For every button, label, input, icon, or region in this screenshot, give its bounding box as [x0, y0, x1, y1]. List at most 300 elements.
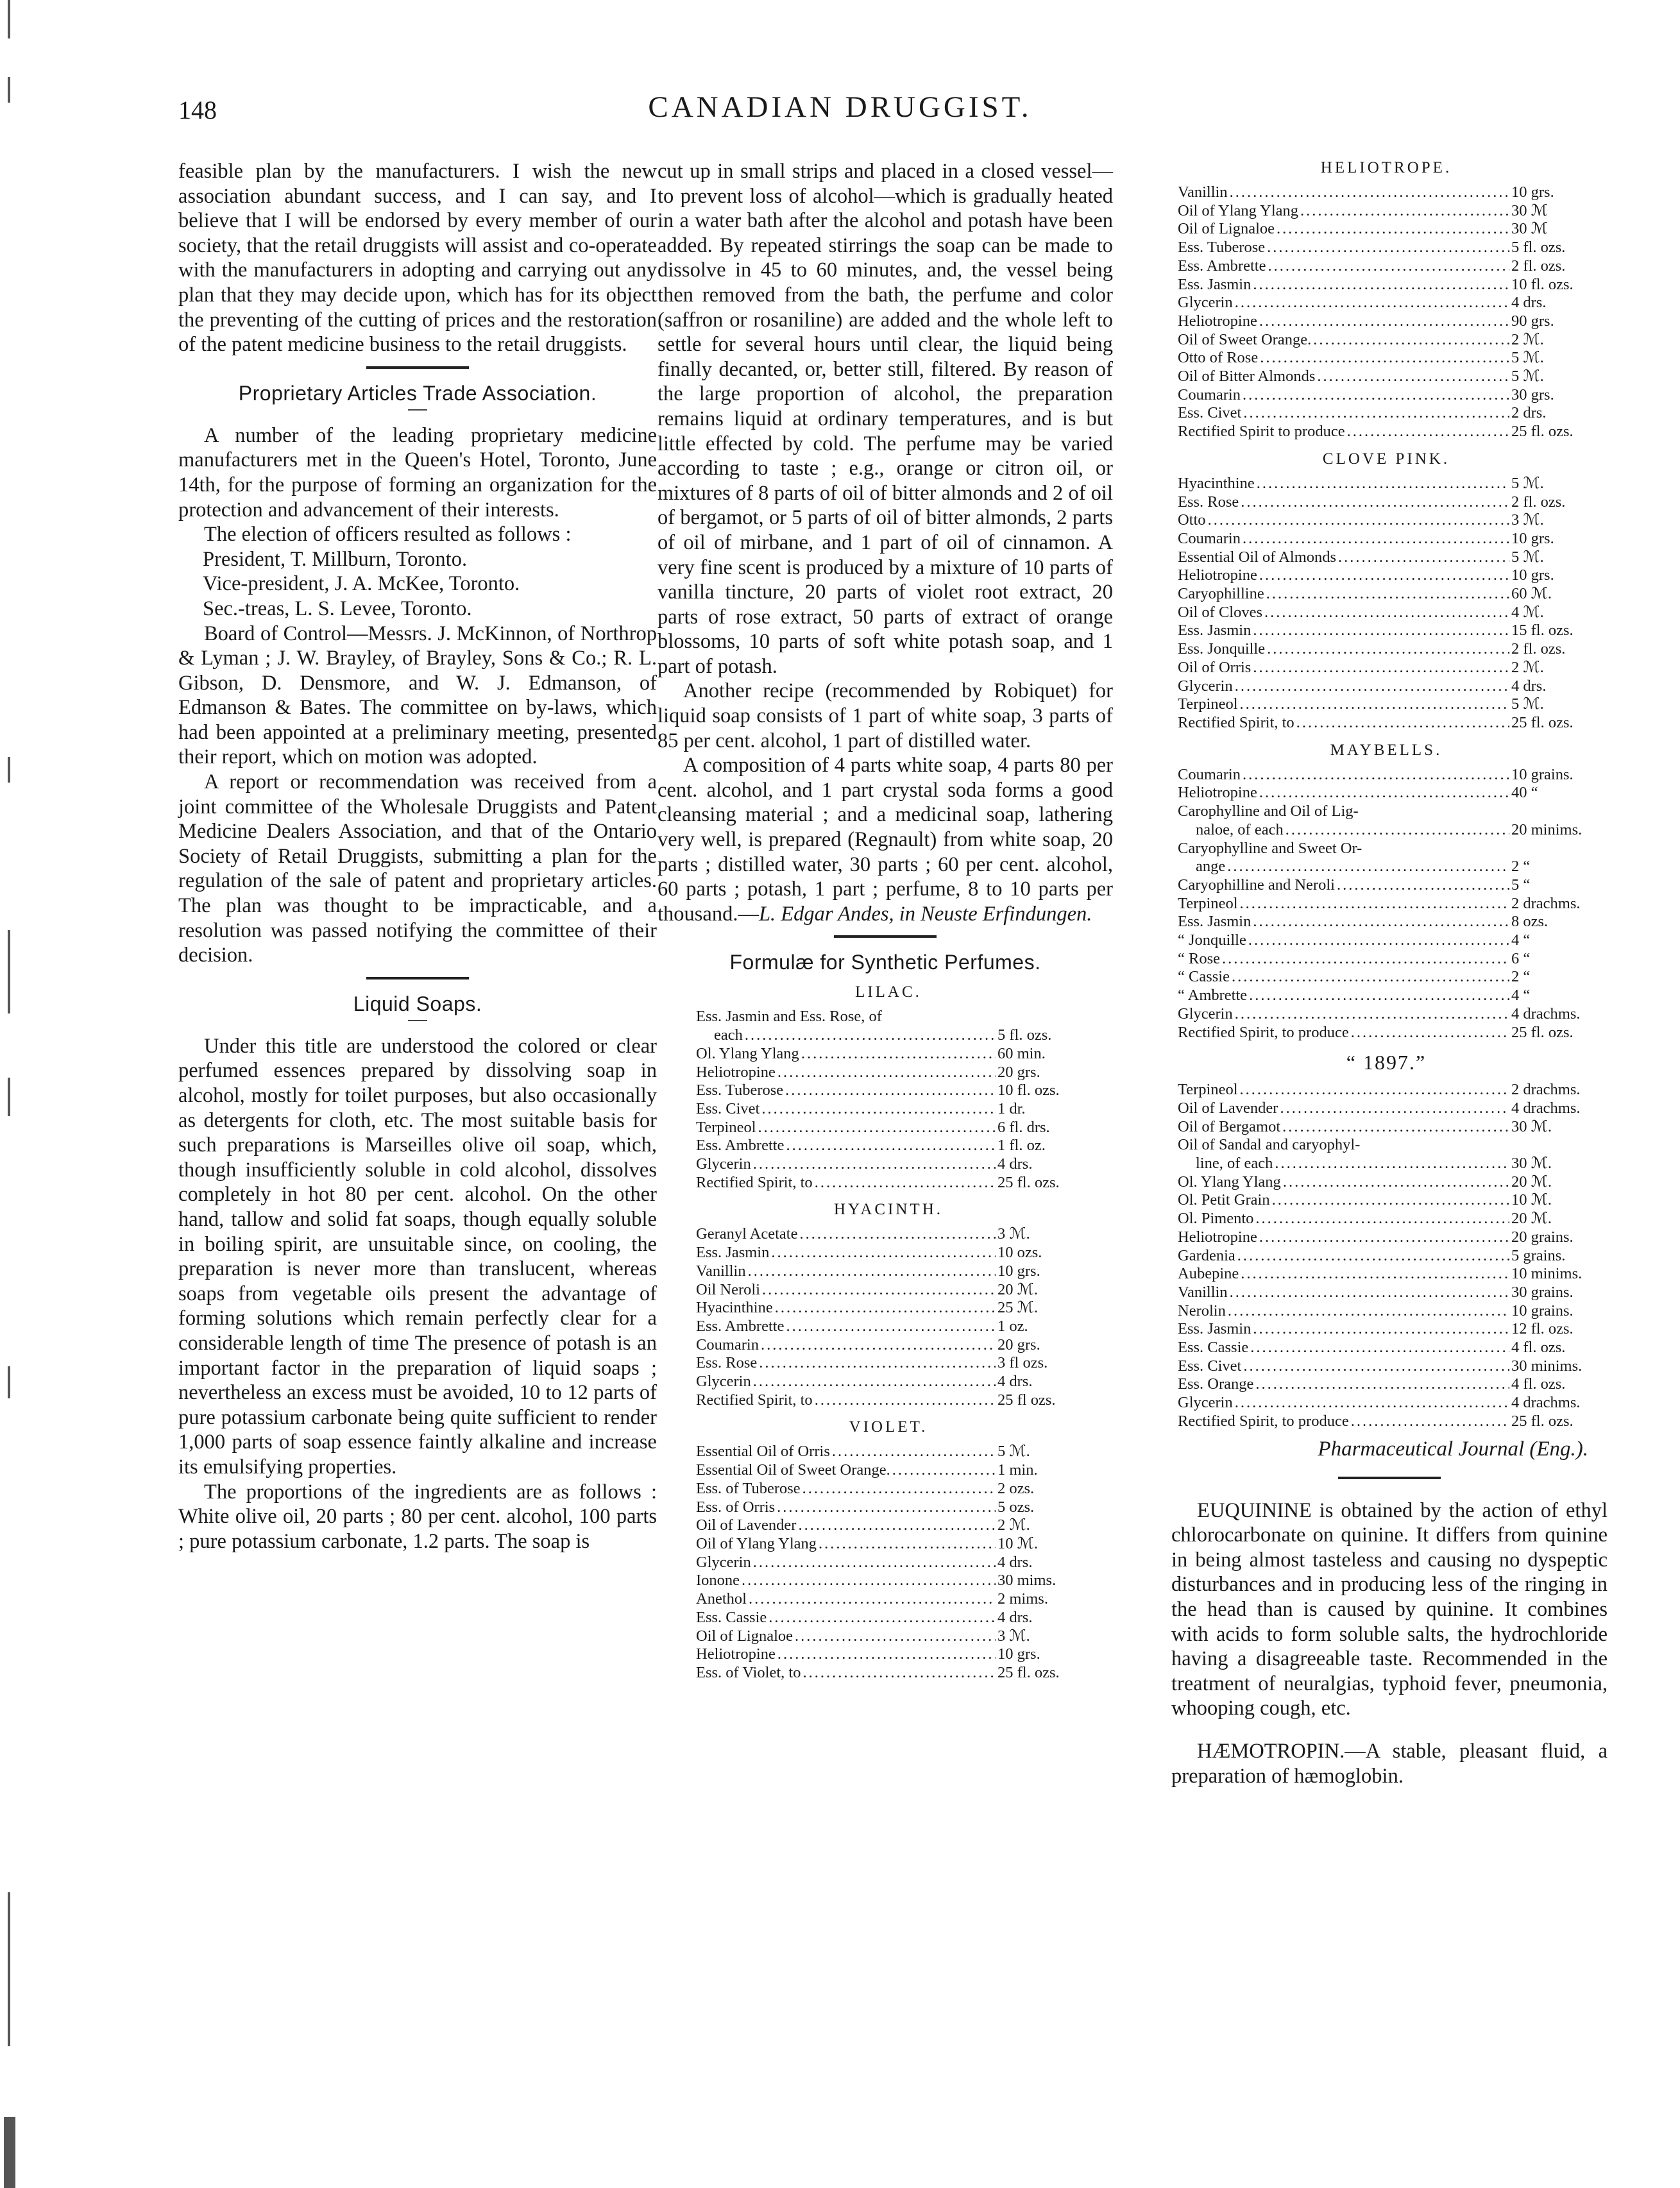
recipe-row — [696, 1281, 1081, 1300]
ingredient-name: Ess. Ambrette — [1178, 257, 1266, 275]
recipe-row — [696, 1391, 1081, 1410]
ingredient-name: Ess. Ambrette — [696, 1137, 785, 1155]
ingredient-quantity: 10 grs. — [1511, 529, 1554, 547]
recipe-row — [1178, 1284, 1595, 1302]
ingredient-quantity: 4 drachms. — [1511, 1005, 1581, 1022]
column-1 — [178, 159, 657, 1554]
ingredient-name: Ess. Civet — [696, 1099, 760, 1117]
ingredient-name: Otto — [1178, 511, 1206, 529]
recipe-row — [1178, 548, 1595, 567]
ingredient-quantity: 10 grs. — [1511, 183, 1554, 201]
ingredient-quantity: 10 ℳ. — [997, 1534, 1038, 1552]
ingredient-quantity: 1 oz. — [997, 1317, 1028, 1335]
ingredient-name: Caryophilline and Neroli — [1178, 876, 1335, 894]
leader-dots — [748, 1262, 996, 1281]
ingredient-quantity: 30 minims. — [1511, 1357, 1582, 1375]
leader-dots — [1241, 1265, 1509, 1284]
ingredient-quantity: 30 ℳ — [1511, 201, 1548, 219]
ingredient-quantity: 10 grs. — [997, 1645, 1040, 1663]
recipe-row — [1178, 202, 1595, 221]
recipe-row — [1178, 1265, 1595, 1284]
ingredient-quantity: 5 fl. ozs. — [1511, 239, 1566, 257]
ingredient-name: Coumarin — [1178, 529, 1241, 547]
recipe-row — [1178, 640, 1595, 659]
leader-dots — [1240, 695, 1509, 714]
ingredient-name: Oil of Cloves — [1178, 603, 1263, 621]
ingredient-quantity: 5 ℳ. — [1511, 349, 1544, 367]
ingredient-name: Ess. of Orris — [696, 1498, 776, 1516]
recipe-row — [1178, 183, 1595, 202]
section-rule — [366, 366, 469, 369]
recipe-row — [696, 1535, 1081, 1554]
euquinine-term: EUQUININE — [1197, 1498, 1312, 1522]
ingredient-name: Ess. Cassie — [1178, 1339, 1249, 1357]
ingredient-name: Oil of Lavender — [696, 1516, 797, 1534]
recipe-row — [1178, 659, 1595, 677]
ingredient-name: Otto of Rose — [1178, 349, 1259, 367]
leader-dots — [758, 1119, 996, 1137]
ingredient-name: Caryophilline — [1178, 585, 1264, 603]
formulae-block — [696, 983, 1081, 1682]
leader-dots — [819, 1535, 996, 1554]
ingredient-quantity: 25 fl. ozs. — [997, 1173, 1060, 1191]
leader-dots — [1255, 1210, 1509, 1228]
officer-line: Sec.-treas, L. S. Levee, Toronto. — [203, 597, 472, 620]
ingredient-quantity: 4 “ — [1511, 987, 1531, 1005]
leader-dots — [786, 1318, 996, 1336]
recipe-title-maybells: MAYBELLS. — [1330, 741, 1443, 759]
recipe-row — [1178, 1024, 1595, 1042]
ingredient-name: Essential Oil of Orris — [696, 1443, 830, 1461]
section-rule — [834, 935, 937, 938]
ingredient-quantity: 20 ℳ. — [1511, 1173, 1552, 1191]
ingredient-name: Oil of Sweet Orange. — [1178, 330, 1312, 348]
ingredient-quantity: 3 ℳ. — [997, 1627, 1030, 1645]
ingredient-name: Heliotropine — [1178, 312, 1257, 330]
intro-paragraph: feasible plan by the manufacturers. I wish the new association abundant success, and I can say, and I believe that I will be endorsed by every member of our society, that the retail druggists will assist and co-operate with the manufacturers in adopting and carrying out any plan that they may decide upon, which has for its object the preventing of the cutting of prices and the restoration of the patent medicine business to the retail druggists. — [178, 160, 657, 357]
euquinine-paragraph — [1171, 1498, 1608, 1721]
ingredient-name: Ol. Ylang Ylang — [696, 1044, 799, 1062]
recipe-row — [696, 1064, 1081, 1082]
ingredient-name: Ol. Pimento — [1178, 1210, 1254, 1228]
recipe-row — [1178, 1339, 1595, 1357]
ingredient-quantity: 2 ℳ. — [1511, 658, 1544, 676]
soaps-heading: Liquid Soaps. — [353, 992, 482, 1015]
leader-dots — [745, 1026, 996, 1045]
ingredient-name: Ess. of Violet, to — [696, 1663, 801, 1681]
ingredient-quantity: 30 grains. — [1511, 1283, 1574, 1301]
recipe-row — [1178, 239, 1595, 257]
recipe-row — [1178, 1210, 1595, 1228]
recipe-row — [1178, 950, 1595, 969]
ingredient-quantity: 60 min. — [997, 1044, 1046, 1062]
haemotropin-text: —A stable, pleasant fluid, a preparation of hæmoglobin. — [1171, 1739, 1608, 1788]
recipe-title-lilac: LILAC. — [855, 983, 922, 1001]
ingredient-quantity: 3 fl ozs. — [997, 1354, 1048, 1372]
ingredient-name: Coumarin — [1178, 386, 1241, 403]
leader-dots — [1240, 895, 1509, 913]
officer-line: President, T. Millburn, Toronto. — [203, 547, 468, 571]
recipe-row — [696, 1119, 1081, 1137]
recipe-row — [696, 1443, 1081, 1461]
leader-dots — [777, 1498, 996, 1517]
recipe-row: Oil of Sandal and caryophyl- — [1178, 1136, 1361, 1154]
recipe-row — [696, 1461, 1081, 1480]
leader-dots — [801, 1045, 996, 1064]
ingredient-name: “ Rose — [1178, 949, 1220, 967]
recipe-row — [1178, 1412, 1595, 1431]
ingredient-quantity: 8 ozs. — [1511, 913, 1548, 931]
ingredient-quantity: 2 drachms. — [1511, 1081, 1581, 1099]
leader-dots — [1243, 404, 1509, 423]
ingredient-name: Gardenia — [1178, 1246, 1235, 1264]
recipe-row — [696, 1174, 1081, 1192]
recipe-row — [1178, 1191, 1595, 1210]
soaps-paragraph-text: A composition of 4 parts white soap, 4 parts 80 per cent. alcohol, and 1 part crystal soda forms a good cleansing material ; and a medicinal soap, lathering very well, is prepared (Regnault) from white soap, 20 parts ; distilled water, 30 parts ; 60 per cent. alcohol, 60 parts ; potash, 1 part ; perfume, 8 to 10 parts per thousand.— — [658, 754, 1113, 926]
leader-dots — [1235, 294, 1509, 312]
ingredient-name: Ess. Civet — [1178, 1357, 1242, 1375]
ingredient-name: Anethol — [696, 1590, 747, 1608]
ingredient-name: Ess. Rose — [1178, 493, 1239, 511]
leader-dots — [742, 1572, 996, 1590]
recipe-rows-clove-pink — [1178, 475, 1595, 733]
leader-dots — [1235, 1005, 1509, 1024]
recipe-row — [696, 1590, 1081, 1609]
leader-dots — [1243, 530, 1509, 548]
leader-dots — [1230, 183, 1509, 202]
recipe-row — [1178, 622, 1595, 640]
ingredient-name: Oil of Lignaloe — [1178, 220, 1275, 238]
leader-dots — [1277, 220, 1509, 239]
ingredient-name: Essential Oil of Sweet Orange. — [696, 1461, 890, 1479]
recipe-row — [1178, 1357, 1595, 1376]
recipe-row — [696, 1373, 1081, 1391]
formulae-heading: Formulæ for Synthetic Perfumes. — [729, 951, 1041, 974]
recipe-row — [1178, 368, 1595, 386]
recipe-row — [1178, 493, 1595, 512]
ingredient-name: Glycerin — [1178, 1394, 1233, 1412]
ingredient-quantity: 2 fl. ozs. — [1511, 493, 1566, 511]
recipe-row — [1178, 987, 1595, 1005]
recipe-row — [696, 1572, 1081, 1590]
recipe-row — [696, 1155, 1081, 1174]
page-number: 148 — [178, 96, 217, 124]
leader-dots — [1267, 239, 1509, 257]
ingredient-name: Oil of Ylang Ylang — [1178, 201, 1299, 219]
ingredient-name: Hyacinthine — [696, 1299, 773, 1317]
leader-dots — [1347, 423, 1509, 441]
leader-dots — [786, 1137, 996, 1155]
ingredient-quantity: 10 ozs. — [997, 1244, 1042, 1262]
recipe-row — [1178, 386, 1595, 405]
ingredient-name: Ess. Civet — [1178, 404, 1242, 422]
leader-dots — [777, 1645, 996, 1664]
leader-dots — [1253, 913, 1509, 931]
recipe-row — [1178, 530, 1595, 548]
ingredient-name: Rectified Spirit to produce — [1178, 423, 1345, 441]
recipe-row — [1178, 1302, 1595, 1321]
ingredient-quantity: 25 fl. ozs. — [1511, 423, 1574, 441]
soaps-paragraph — [658, 753, 1113, 926]
ingredient-quantity: 10 fl. ozs. — [997, 1081, 1060, 1099]
ingredient-quantity: 2 “ — [1511, 968, 1531, 986]
recipe-rows-heliotrope — [1178, 183, 1595, 441]
leader-dots — [1227, 858, 1509, 876]
leader-dots — [1253, 1320, 1509, 1339]
heading-rule — [408, 1020, 427, 1021]
ingredient-quantity: 25 ℳ. — [997, 1299, 1038, 1317]
recipe-row — [696, 1225, 1081, 1244]
ingredient-name: Coumarin — [696, 1336, 759, 1353]
leader-dots — [1313, 331, 1509, 350]
ingredient-name: Heliotropine — [1178, 566, 1257, 584]
recipe-row — [1178, 423, 1595, 441]
ingredient-name: Oil of Lignaloe — [696, 1627, 793, 1645]
ingredient-name: Glycerin — [696, 1373, 751, 1391]
ingredient-quantity: 5 ℳ. — [997, 1443, 1030, 1461]
ingredient-quantity: 4 drs. — [997, 1553, 1033, 1571]
leader-dots — [1250, 1339, 1509, 1357]
recipe-title-hyacinth: HYACINTH. — [833, 1201, 944, 1219]
leader-dots — [1249, 987, 1509, 1005]
recipe-row — [1178, 1375, 1595, 1394]
ingredient-quantity: 30 grs. — [1511, 386, 1554, 403]
ingredient-quantity: 6 “ — [1511, 949, 1531, 967]
leader-dots — [1338, 548, 1509, 567]
recipe-row — [696, 1336, 1081, 1355]
ingredient-quantity: 4 drs. — [1511, 294, 1547, 312]
recipe-row — [1178, 604, 1595, 622]
leader-dots — [815, 1391, 996, 1410]
ingredient-quantity: 4 ℳ. — [1511, 603, 1544, 621]
recipe-row — [1178, 1320, 1595, 1339]
ingredient-quantity: 30 mims. — [997, 1572, 1056, 1590]
recipe-title-violet: VIOLET. — [849, 1418, 928, 1436]
recipe-rows-lilac — [696, 1045, 1081, 1192]
recipe-row — [1178, 220, 1595, 239]
haemotropin-term: HÆMOTROPIN. — [1197, 1739, 1345, 1763]
pata-paragraph: The election of officers resulted as follows : — [204, 523, 572, 547]
ingredient-name: Vanillin — [696, 1262, 746, 1280]
ingredient-quantity: 10 grains. — [1511, 1302, 1574, 1319]
ingredient-name: Terpineol — [696, 1118, 756, 1136]
recipes-continued — [1171, 159, 1608, 1461]
leader-dots — [1255, 1375, 1509, 1394]
ingredient-name: Heliotropine — [1178, 1228, 1257, 1246]
leader-dots — [768, 1609, 996, 1627]
section-rule — [1338, 1477, 1441, 1479]
recipe-rows-1897 — [1178, 1081, 1595, 1136]
recipe-row — [1178, 968, 1595, 987]
recipe-row: Ess. Jasmin and Ess. Rose, of — [696, 1008, 882, 1026]
ingredient-name: Oil of Lavender — [1178, 1099, 1278, 1117]
leader-dots — [1266, 585, 1509, 604]
recipe-row — [696, 1645, 1081, 1664]
recipe-row — [1178, 511, 1595, 530]
recipe-row — [1178, 1173, 1595, 1192]
ingredient-quantity: 5 ℳ. — [1511, 548, 1544, 566]
ingredient-name: Oil of Ylang Ylang — [696, 1534, 817, 1552]
leader-dots — [1260, 349, 1509, 368]
ingredient-name: Terpineol — [1178, 1081, 1238, 1099]
leader-dots — [1351, 1412, 1509, 1431]
ingredient-quantity: 5 grains. — [1511, 1246, 1566, 1264]
column-2 — [658, 159, 1113, 1683]
ingredient-name: Vanillin — [1178, 1283, 1228, 1301]
ingredient-name: Vanillin — [1178, 183, 1228, 201]
ingredient-name: Terpineol — [1178, 894, 1238, 912]
leader-dots — [753, 1155, 996, 1174]
ingredient-name: Ess. Jasmin — [1178, 275, 1252, 293]
recipe-row — [696, 1627, 1081, 1646]
ingredient-name: Oil of Orris — [1178, 658, 1252, 676]
recipe-row — [696, 1100, 1081, 1119]
leader-dots — [753, 1554, 996, 1572]
ingredient-quantity: 4 “ — [1511, 931, 1531, 949]
leader-dots — [759, 1354, 996, 1373]
euquinine-text: is obtained by the action of ethyl chlorocarbonate on quinine. It differs from quinine in being almost tasteless and causing no dyspeptic disturbances and in producing less of the ringing in the head than is caused by quinine. It combines with acids to form soluble salts, the hydrochloride having a disagreeable taste. Recommended in the treatment of neuralgias, typhoid fever, pneumonia, whooping cough, etc. — [1171, 1498, 1608, 1720]
recipe-row — [696, 1262, 1081, 1281]
ingredient-name: Glycerin — [1178, 677, 1233, 695]
leader-dots — [1337, 876, 1509, 895]
ingredient-name: Glycerin — [696, 1553, 751, 1571]
ingredient-quantity: 30 ℳ — [1511, 220, 1548, 238]
ingredient-quantity: 10 fl. ozs. — [1511, 275, 1574, 293]
recipe-row — [696, 1081, 1081, 1100]
ingredient-quantity: 2 ℳ. — [1511, 330, 1544, 348]
leader-dots — [802, 1664, 996, 1683]
leader-dots — [1267, 640, 1509, 659]
ingredient-quantity: 10 grs. — [1511, 566, 1554, 584]
ingredient-name: Oil Neroli — [696, 1280, 761, 1298]
ingredient-quantity: 12 fl. ozs. — [1511, 1320, 1574, 1338]
ingredient-quantity: 2 drs. — [1511, 404, 1547, 422]
recipe-row — [696, 1354, 1081, 1373]
leader-dots — [1300, 202, 1509, 221]
leader-dots — [795, 1627, 996, 1646]
recipe-row — [1178, 1228, 1595, 1247]
leader-dots — [1253, 659, 1509, 677]
leader-dots — [1285, 821, 1509, 840]
ingredient-name: “ Ambrette — [1178, 987, 1248, 1005]
ingredient-quantity: 60 ℳ. — [1511, 585, 1552, 603]
ingredient-quantity: 25 fl. ozs. — [1511, 713, 1574, 731]
section-rule — [366, 977, 469, 980]
ingredient-quantity: 1 dr. — [997, 1099, 1026, 1117]
ingredient-quantity: 20 ℳ. — [997, 1280, 1038, 1298]
recipe-row: Caryophylline and Sweet Or- — [1178, 839, 1362, 857]
leader-dots — [1268, 257, 1509, 276]
leader-dots — [1243, 1357, 1509, 1376]
ingredient-quantity: 90 grs. — [1511, 312, 1554, 330]
recipe-row — [1178, 913, 1595, 931]
recipe-row — [1178, 1394, 1595, 1412]
recipe-title-clove-pink: CLOVE PINK. — [1322, 450, 1450, 468]
recipe-row: Coumarin ..... 10 grains. — [1178, 766, 1595, 784]
ingredient-quantity: 6 fl. drs. — [997, 1118, 1050, 1136]
leader-dots — [1257, 475, 1509, 493]
leader-dots — [1228, 1302, 1509, 1321]
leader-dots — [1275, 1155, 1509, 1173]
ingredient-quantity: 10 minims. — [1511, 1265, 1582, 1283]
ingredient-quantity: 4 drs. — [997, 1608, 1033, 1626]
leader-dots — [1253, 276, 1509, 294]
ingredient-name: Oil of Bergamot — [1178, 1117, 1281, 1135]
recipe-row — [696, 1045, 1081, 1064]
recipe-row: Heliotropine ..... 40 “ — [1178, 784, 1595, 802]
recipe-rows-hyacinth — [696, 1225, 1081, 1409]
ingredient-name: Rectified Spirit, to produce — [1178, 1412, 1349, 1430]
recipe-row — [1178, 475, 1595, 493]
leader-dots — [1272, 1191, 1509, 1210]
leader-dots — [1280, 1099, 1509, 1118]
recipe-row — [1178, 714, 1595, 733]
ingredient-quantity: 20 ℳ. — [1511, 1210, 1552, 1228]
leader-dots — [1296, 714, 1509, 733]
haemotropin-paragraph — [1171, 1739, 1608, 1788]
binding-edge — [0, 0, 18, 2188]
leader-dots — [1232, 968, 1509, 987]
ingredient-name: Ess. Tuberose — [696, 1081, 784, 1099]
ingredient-quantity: 20 grs. — [997, 1336, 1040, 1353]
recipe-row: Carophylline and Oil of Lig- — [1178, 802, 1359, 820]
recipe-row — [1178, 566, 1595, 585]
ingredient-name: Ol. Ylang Ylang — [1178, 1173, 1281, 1191]
leader-dots — [798, 1516, 996, 1535]
ingredient-quantity: 2 fl. ozs. — [1511, 640, 1566, 658]
recipe-row — [696, 1244, 1081, 1262]
recipe-row: naloe, of each ..... 20 minims. — [1178, 821, 1595, 840]
leader-dots — [815, 1174, 996, 1192]
recipe-title-1897: “ 1897.” — [1346, 1051, 1427, 1074]
ingredient-quantity: 5 “ — [1511, 876, 1531, 894]
running-head: CANADIAN DRUGGIST. — [648, 90, 1032, 124]
leader-dots — [1243, 766, 1509, 784]
leader-dots — [1230, 1284, 1509, 1302]
leader-dots — [1351, 1024, 1509, 1042]
recipe-row — [1178, 276, 1595, 294]
ingredient-quantity: 20 grains. — [1511, 1228, 1574, 1246]
ingredient-name: Heliotropine — [696, 1063, 776, 1081]
ingredient-name: Ess. Jonquille — [1178, 640, 1266, 658]
pata-paragraph: A number of the leading proprietary medicine manufacturers met in the Queen's Hotel, Toronto, June 14th, for the purpose of forming an organization for the protection and advancement of their interests. — [178, 423, 657, 522]
citation: L. Edgar Andes, in Neuste Erfindungen. — [758, 902, 1092, 926]
recipe-row: each ..... 5 fl. ozs. — [696, 1026, 1081, 1045]
ingredient-name: Ess. Jasmin — [696, 1244, 770, 1262]
leader-dots — [1282, 1118, 1509, 1137]
ingredient-name: “ Cassie — [1178, 968, 1230, 986]
recipe-title-heliotrope: HELIOTROPE. — [1320, 159, 1452, 176]
ingredient-name: Glycerin — [696, 1155, 751, 1173]
recipe-row — [696, 1554, 1081, 1572]
leader-dots — [761, 1100, 996, 1119]
recipe-row — [1178, 695, 1595, 714]
leader-dots — [761, 1336, 996, 1355]
ingredient-name: Oil of Bitter Almonds — [1178, 368, 1316, 386]
recipe-row — [696, 1318, 1081, 1336]
ingredient-quantity: 1 fl. oz. — [997, 1137, 1046, 1155]
leader-dots — [832, 1443, 996, 1461]
ingredient-quantity: 2 ozs. — [997, 1479, 1035, 1497]
recipe-row — [1178, 931, 1595, 950]
recipe-row — [1178, 585, 1595, 604]
ingredient-quantity: 2 mims. — [997, 1590, 1048, 1608]
ingredient-quantity: 25 fl. ozs. — [1511, 1412, 1574, 1430]
ingredient-name: Glycerin — [1178, 294, 1233, 312]
recipe-row — [1178, 294, 1595, 312]
leader-dots — [799, 1225, 996, 1244]
leader-dots — [802, 1480, 996, 1498]
